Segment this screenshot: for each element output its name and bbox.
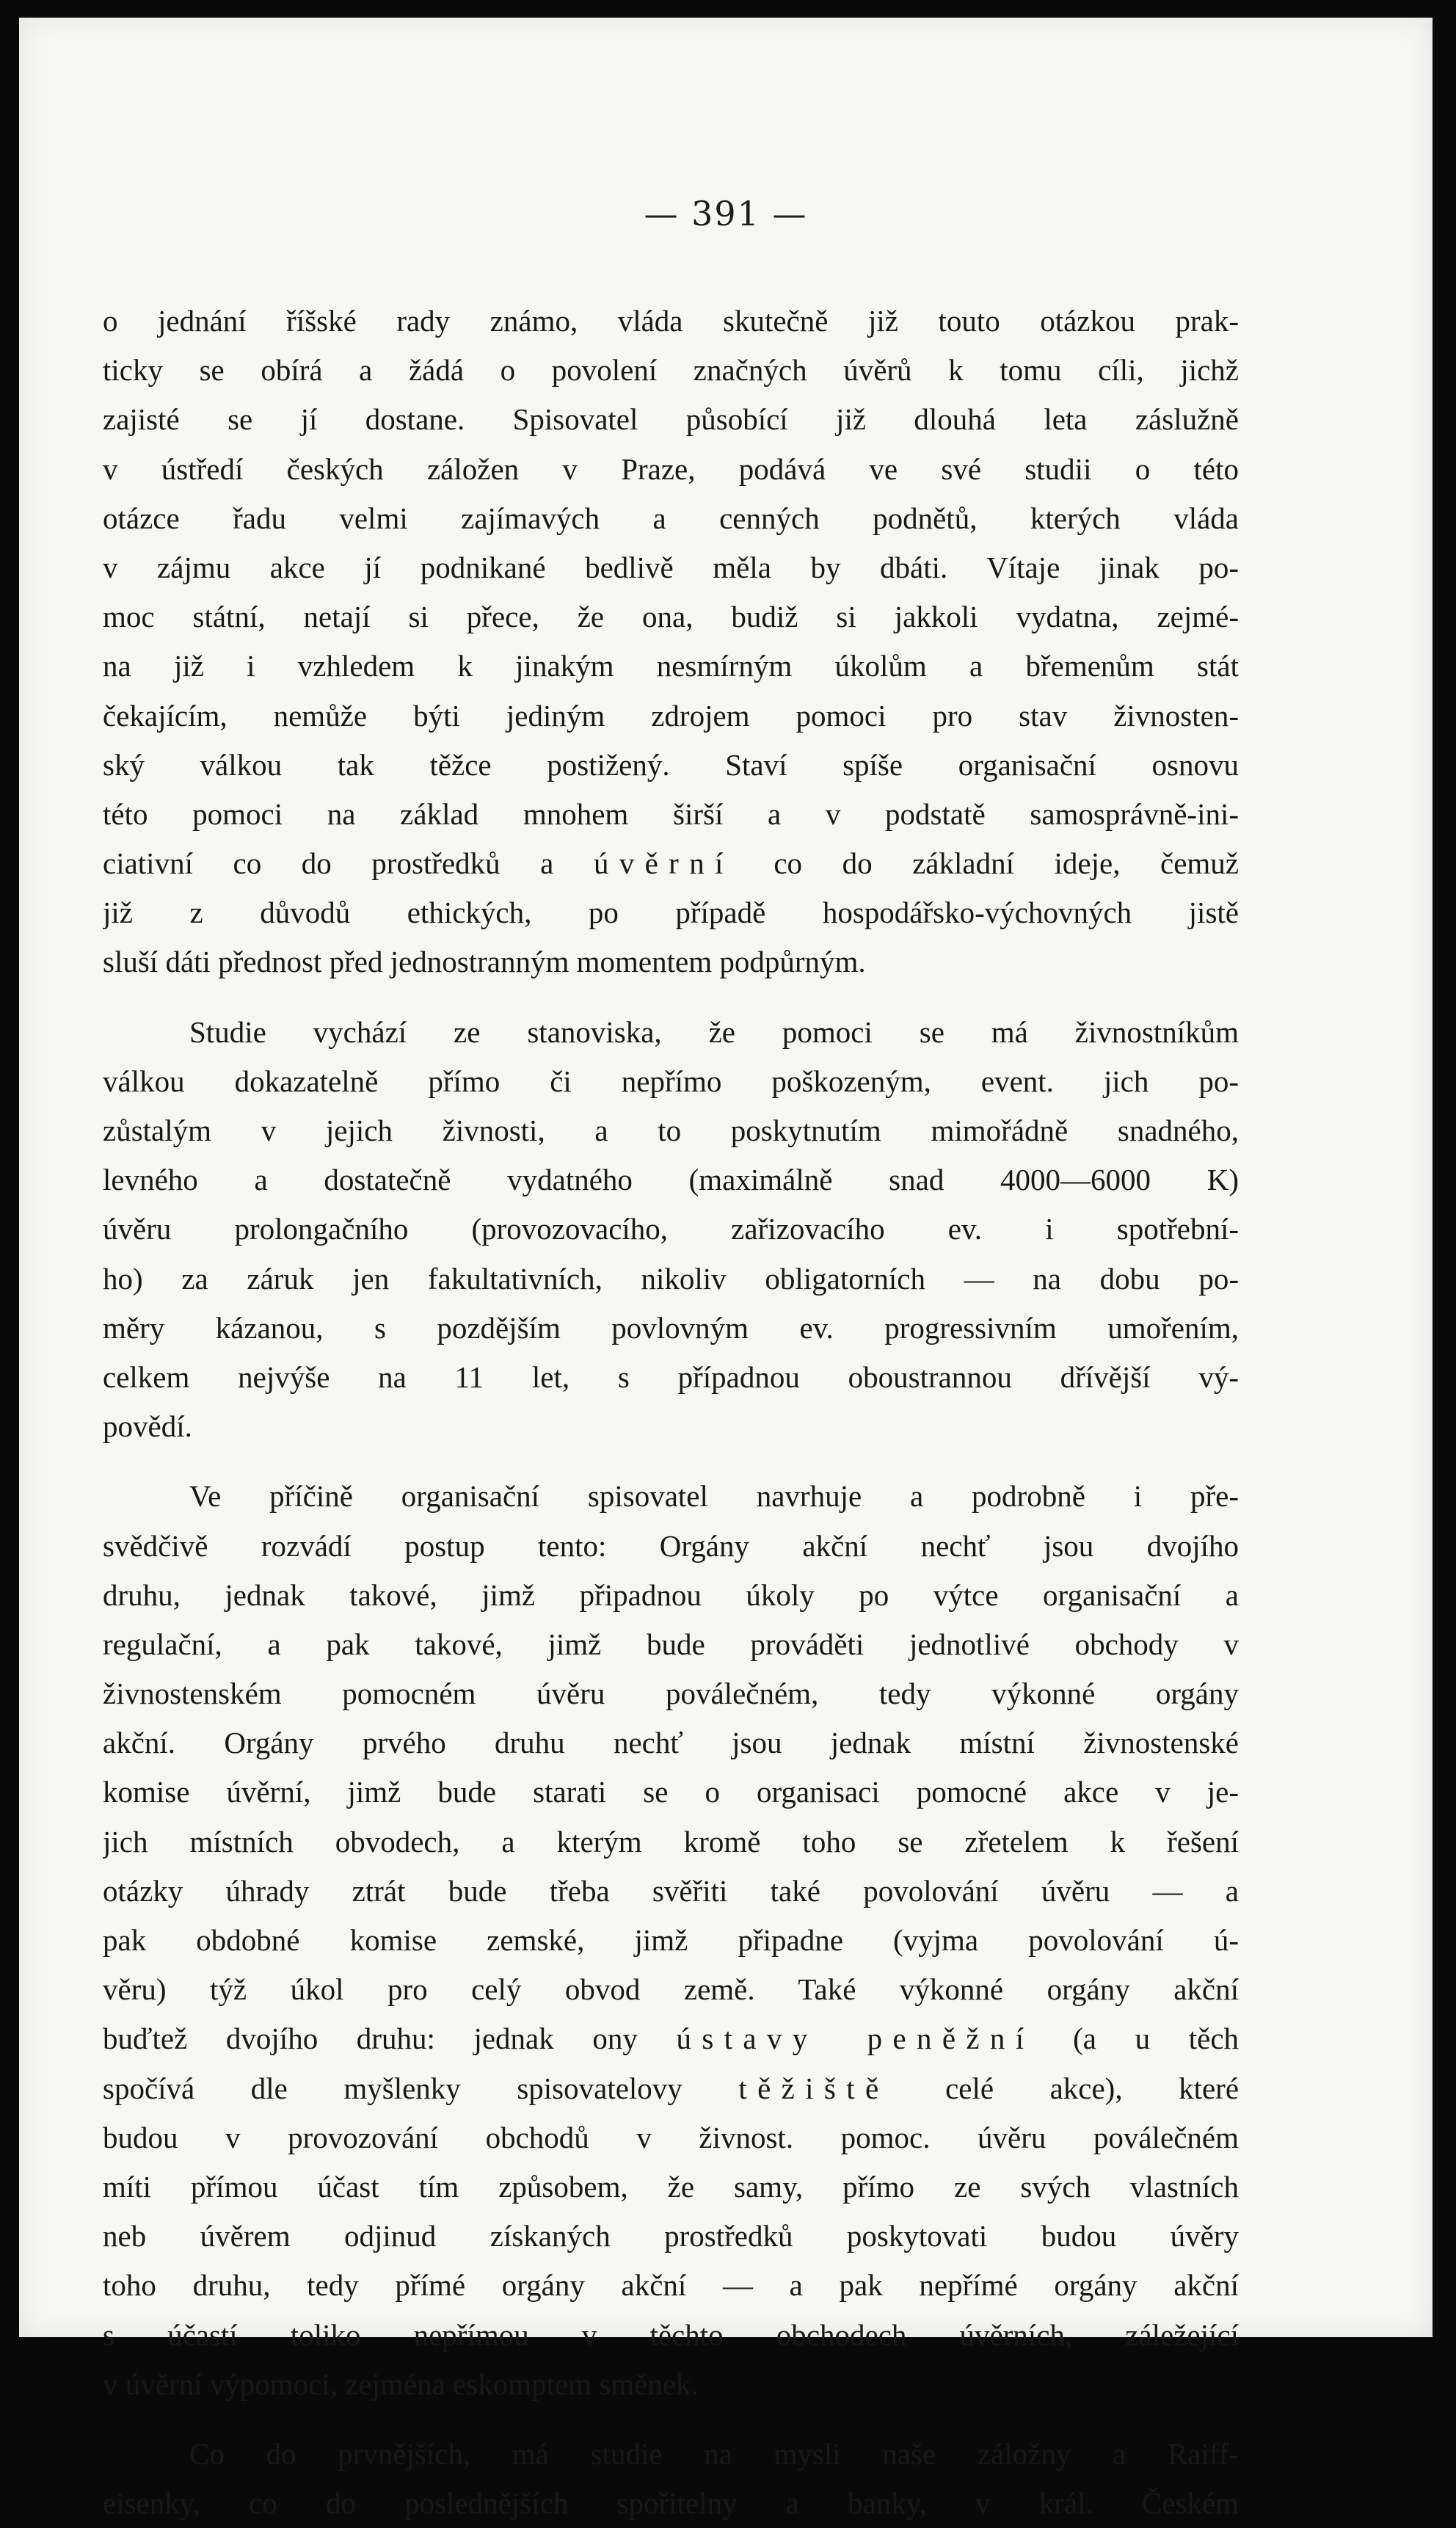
text-line: věru) týž úkol pro celý obvod země. Také výkonné orgány akční (103, 1972, 1239, 2007)
text-line: moc státní, netají si přece, že ona, budiž si jakkoli vydatna, zejmé- (103, 600, 1239, 634)
text-line: v ústředí českých záložen v Praze, podává ve své studii o této (103, 451, 1239, 486)
text-line: čekajícím, nemůže býti jediným zdrojem pomoci pro stav živnosten- (103, 698, 1239, 733)
paragraph-1 (103, 297, 1239, 987)
text-line: ticky se obírá a žádá o povolení značných úvěrů k tomu cíli, jichž (103, 353, 1239, 388)
text-fragment: celé akce), které (945, 2071, 1239, 2105)
text-fragment: ciativní co do prostředků a (103, 846, 554, 881)
text-line: svědčivě rozvádí postup tento: Orgány akční nechť jsou dvojího (103, 1528, 1239, 1563)
book-page (19, 18, 1433, 2521)
text-line: s účastí toliko nepřímou v těchto obchodech úvěrních, záležející (103, 2317, 1239, 2352)
text-fragment: buďtež dvojího druhu: jednak ony (103, 2022, 638, 2056)
text-line: zajisté se jí dostane. Spisovatel působící již dlouhá leta záslužně (103, 402, 1239, 437)
text-line-mixed (103, 2064, 1239, 2113)
text-line-mixed (103, 2014, 1239, 2063)
text-line: již z důvodů ethických, po případě hospodářsko-výchovných jistě (103, 896, 1239, 930)
text-line: jich místních obvodech, a kterým kromě toho se zřetelem k řešení (103, 1824, 1239, 1859)
text-line: zůstalým v jejich živnosti, a to poskytnutím mimořádně snadného, (103, 1114, 1239, 1147)
text-line: komise úvěrní, jimž bude starati se o organisaci pomocné akce v je- (103, 1775, 1239, 1809)
text-line: povědí. (103, 1409, 192, 1444)
text-line: na již i vzhledem k jinakým nesmírným úkolům a břemenům stát (103, 649, 1239, 683)
paragraph-2 (103, 1008, 1239, 1452)
emphasized-term: úvěrní (593, 846, 734, 881)
text-line: této pomoci na základ mnohem širší a v podstatě samosprávně-ini- (103, 796, 1239, 831)
emphasized-term: ústavy peněžní (676, 2022, 1035, 2056)
text-line: otázce řadu velmi zajímavých a cenných podnětů, kterých vláda (103, 501, 1239, 535)
paragraph-4 (103, 2430, 1239, 2528)
text-line: levného a dostatečně vydatného (maximálně snad 4000—6000 K) (103, 1163, 1239, 1197)
text-line: toho druhu, tedy přímé orgány akční — a pak nepřímé orgány akční (103, 2268, 1239, 2303)
paragraph-3 (103, 1472, 1239, 2409)
text-line: o jednání říšské rady známo, vláda skutečně již touto otázkou prak- (103, 304, 1239, 338)
text-line: měry kázanou, s pozdějším povlovným ev. progressivním umořením, (103, 1310, 1239, 1345)
text-line: míti přímou účast tím způsobem, že samy, přímo ze svých vlastních (103, 2169, 1239, 2204)
text-line: v zájmu akce jí podnikané bedlivě měla by dbáti. Vítaje jinak po- (103, 550, 1239, 584)
text-line: živnostenském pomocném úvěru poválečném, tedy výkonné orgány (103, 1677, 1239, 1711)
text-line: otázky úhrady ztrát bude třeba svěřiti také povolování úvěru — a (103, 1873, 1239, 1908)
text-line: válkou dokazatelně přímo či nepřímo poškozeným, event. jich po- (103, 1064, 1239, 1098)
text-line: Co do prvnějších, má studie na mysli naše záložny a Raiff- (189, 2436, 1239, 2471)
text-line: celkem nejvýše na 11 let, s případnou oboustrannou dřívější vý- (103, 1359, 1239, 1394)
text-line: akční. Orgány prvého druhu nechť jsou jednak místní živnostenské (103, 1726, 1239, 1760)
text-fragment: spočívá dle myšlenky spisovatelovy (103, 2071, 682, 2105)
text-line: druhu, jednak takové, jimž připadnou úkoly po výtce organisační a (103, 1577, 1239, 1612)
text-line-mixed (103, 839, 1239, 888)
text-line: sluší dáti přednost před jednostranným momentem podpůrným. (103, 945, 866, 979)
body-text (103, 297, 1239, 2528)
text-line: budou v provozování obchodů v živnost. pomoc. úvěru poválečném (103, 2120, 1239, 2154)
text-line: eisenky, co do poslednějších spořitelny a banky, v král. Českém (103, 2486, 1239, 2521)
page-number: — 391 — (644, 194, 808, 233)
text-line: ský válkou tak těžce postižený. Staví spíše organisační osnovu (103, 747, 1239, 782)
text-line: neb úvěrem odjinud získaných prostředků poskytovati budou úvěry (103, 2219, 1239, 2253)
text-line: Ve příčině organisační spisovatel navrhuje a podrobně i pře- (189, 1479, 1239, 1514)
text-fragment: co do základní ideje, čemuž (774, 846, 1239, 881)
text-fragment: (a u těch (1073, 2022, 1239, 2056)
text-line: úvěru prolongačního (provozovacího, zařizovacího ev. i spotřební- (103, 1212, 1239, 1246)
text-line: regulační, a pak takové, jimž bude prováděti jednotlivé obchody v (103, 1627, 1239, 1661)
emphasized-term: těžiště (738, 2071, 889, 2105)
text-line: Studie vychází ze stanoviska, že pomoci se má živnostníkům (189, 1014, 1239, 1049)
text-line: v úvěrní výpomoci, zejména eskomptem směnek. (103, 2367, 699, 2401)
text-line: ho) za záruk jen fakultativních, nikoliv obligatorních — na dobu po- (103, 1261, 1239, 1296)
text-line: pak obdobné komise zemské, jimž připadne (vyjma povolování ú- (103, 1923, 1239, 1957)
